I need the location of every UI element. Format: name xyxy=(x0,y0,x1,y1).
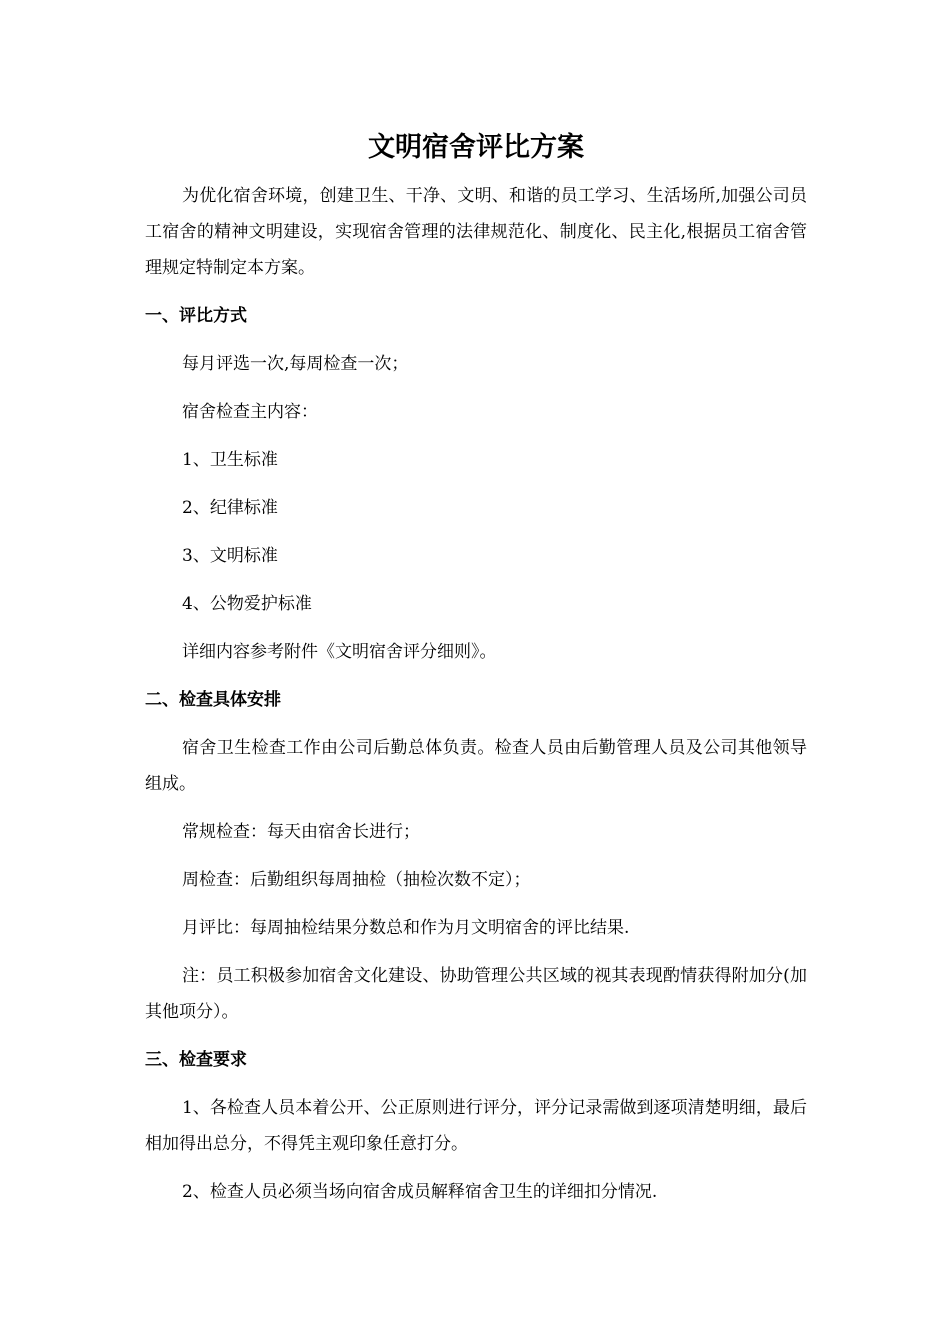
paragraph-weekly-check: 周检查：后勤组织每周抽检（抽检次数不定）； xyxy=(182,870,531,890)
section-heading-inspection-arrangement: 二、检查具体安排 xyxy=(145,690,281,710)
section-heading-evaluation-method: 一、评比方式 xyxy=(145,306,247,326)
paragraph-inspection-content: 宿舍检查主内容： xyxy=(182,402,318,422)
intro-paragraph: 为优化宿舍环境，创建卫生、干净、文明、和谐的员工学习、生活场所,加强公司员工宿舍的精神文明建设，实现宿舍管理的法律规范化、制度化、民主化,根据员工宿舍管理规定特制定本方案。 xyxy=(145,186,807,278)
paragraph-note: 注：员工积极参加宿舍文化建设、协助管理公共区域的视其表现酌情获得附加分(加其他项分）。 xyxy=(145,966,807,1022)
paragraph-routine-check: 常规检查：每天由宿舍长进行； xyxy=(182,822,420,842)
paragraph-requirement-2: 2、检查人员必须当场向宿舍成员解释宿舍卫生的详细扣分情况. xyxy=(182,1182,658,1202)
document-page xyxy=(145,128,807,1222)
list-item: 2、纪律标准 xyxy=(182,498,278,518)
document-title: 文明宿舍评比方案 xyxy=(368,132,584,163)
paragraph-requirement-1: 1、各检查人员本着公开、公正原则进行评分，评分记录需做到逐项清楚明细，最后相加得出总分，不得凭主观印象任意打分。 xyxy=(145,1098,807,1154)
paragraph-monthly-evaluation: 月评比：每周抽检结果分数总和作为月文明宿舍的评比结果. xyxy=(182,918,630,938)
paragraph-frequency: 每月评选一次,每周检查一次； xyxy=(182,354,409,374)
list-item: 1、卫生标准 xyxy=(182,450,278,470)
section-heading-inspection-requirements: 三、检查要求 xyxy=(145,1050,247,1070)
paragraph-attachment-reference: 详细内容参考附件《文明宿舍评分细则》。 xyxy=(182,642,497,662)
list-item: 4、公物爱护标准 xyxy=(182,594,312,614)
paragraph-responsibility: 宿舍卫生检查工作由公司后勤总体负责。检查人员由后勤管理人员及公司其他领导组成。 xyxy=(145,738,807,794)
list-item: 3、文明标准 xyxy=(182,546,278,566)
